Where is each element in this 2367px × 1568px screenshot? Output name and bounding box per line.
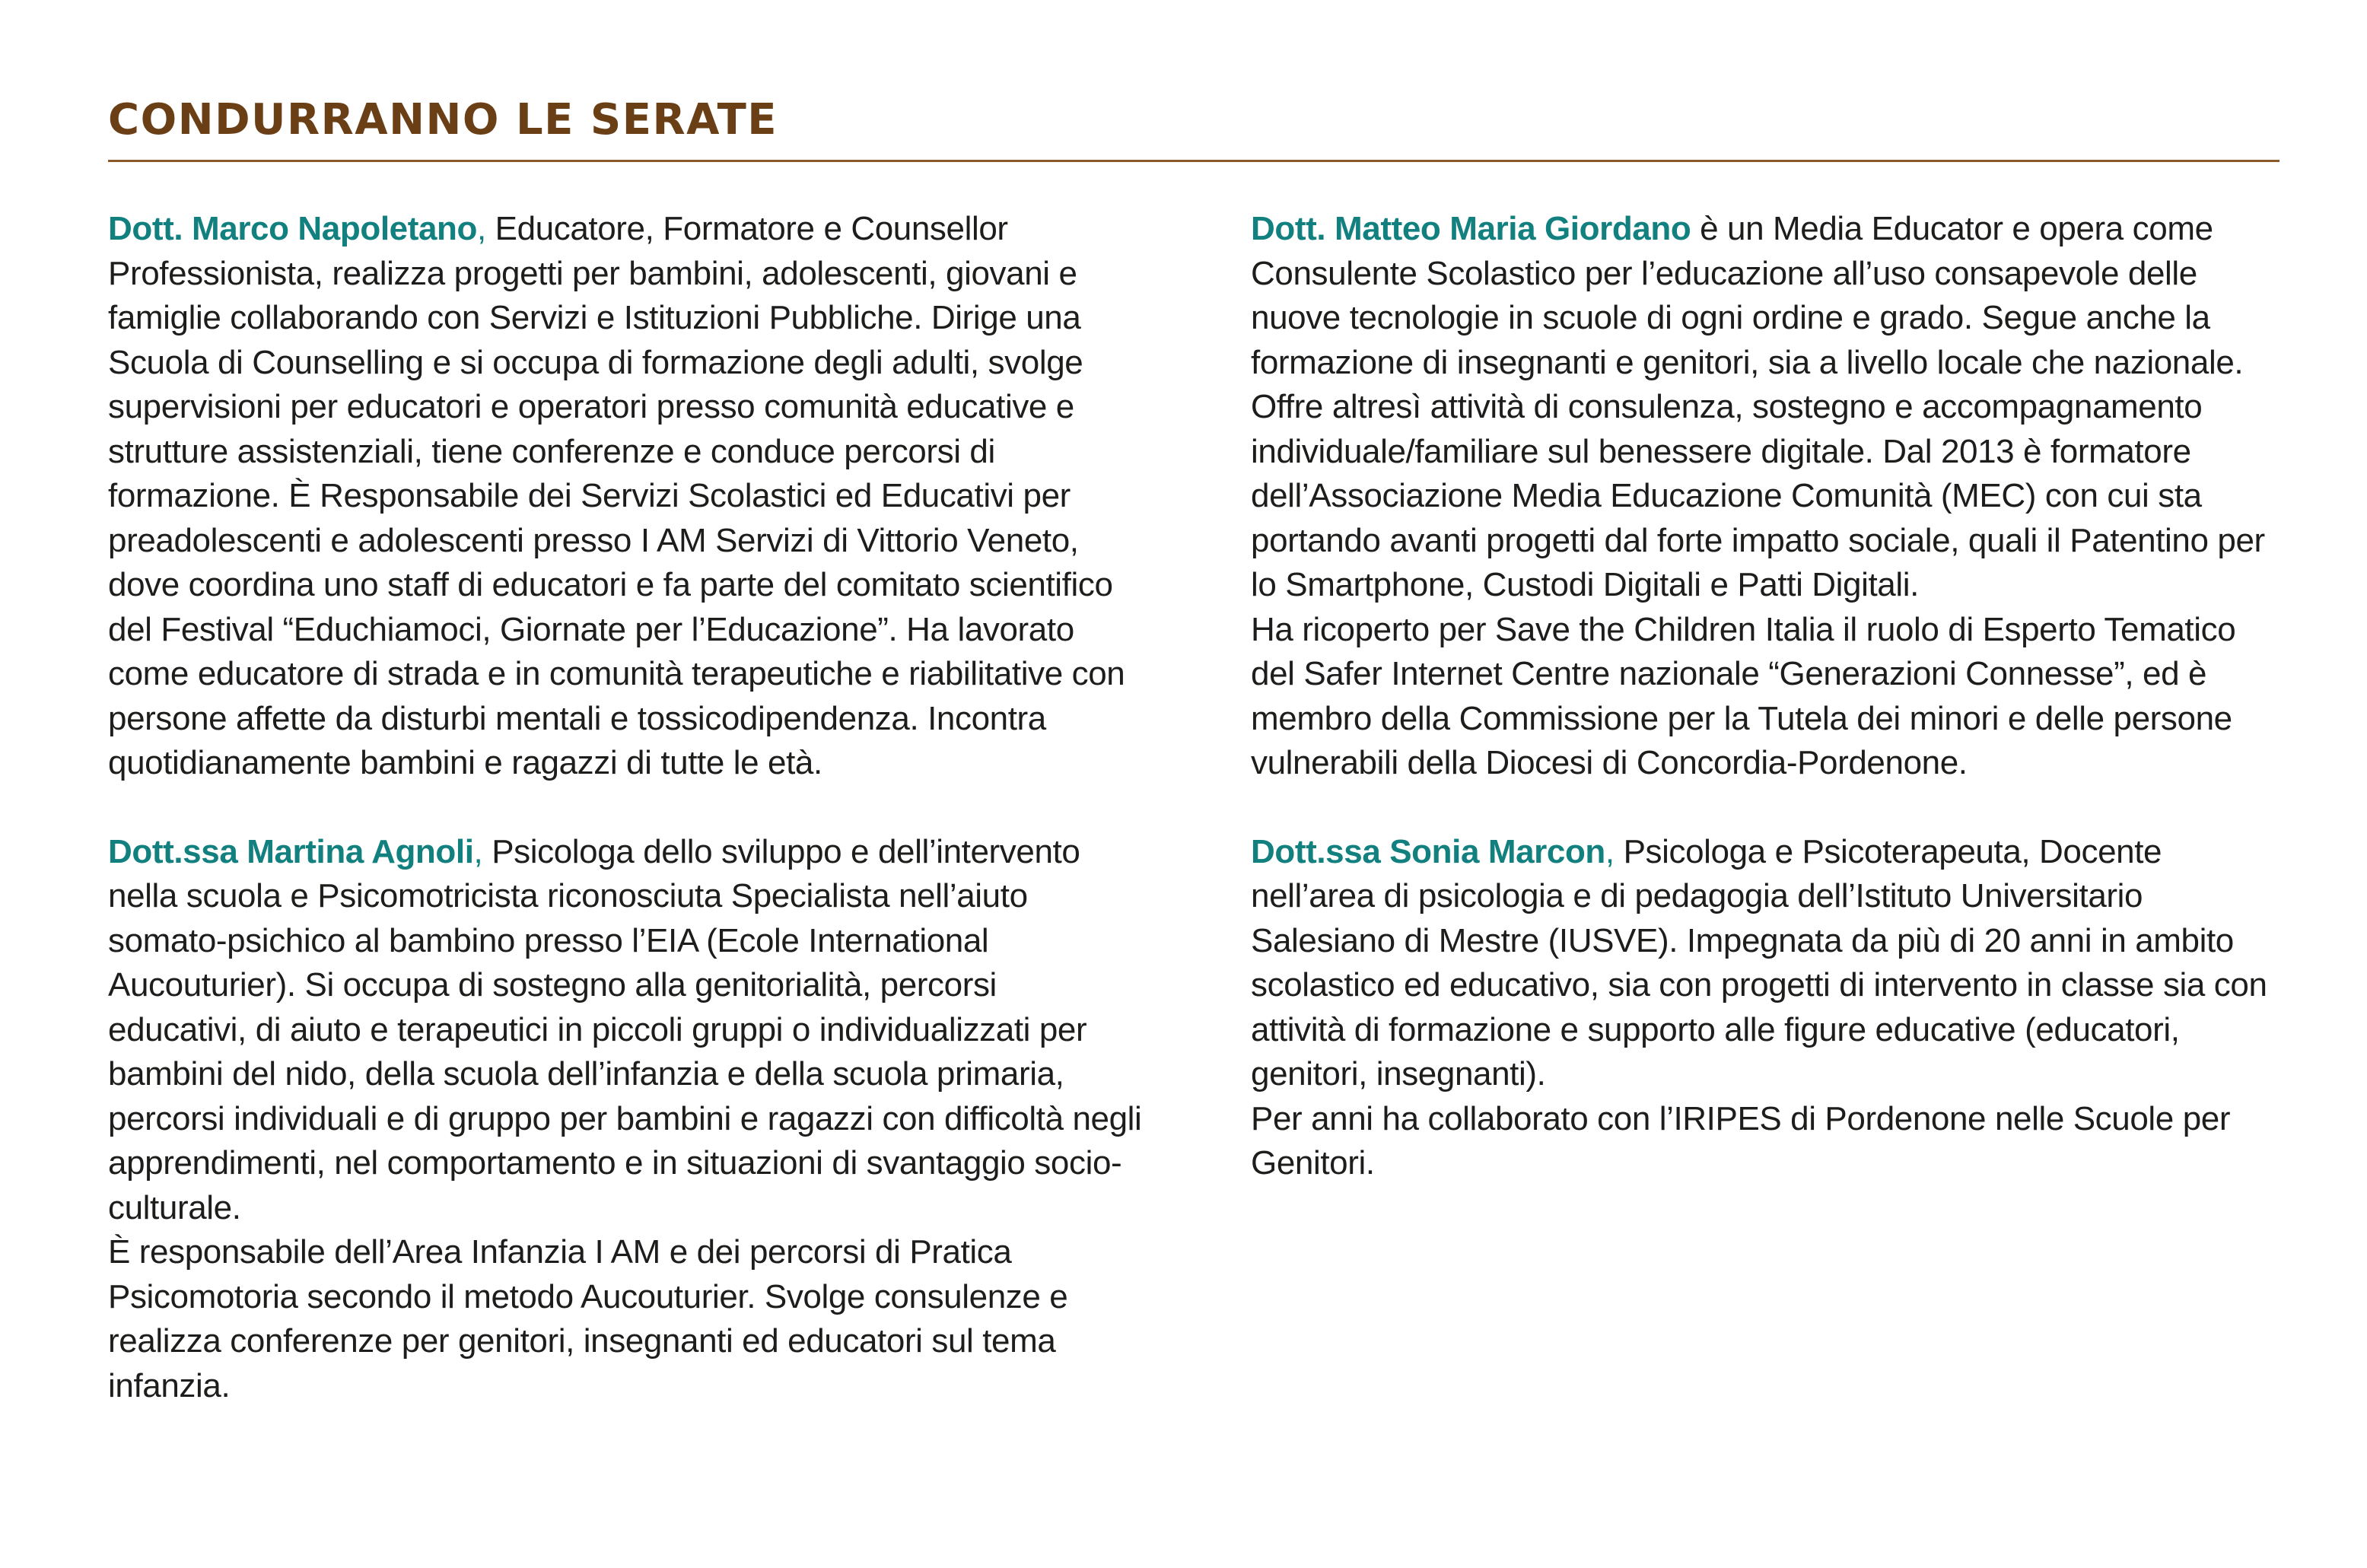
bio-text: Educatore, Formatore e Counsellor Professionista, realizza progetti per bambini, adolescenti, giovani e famiglie collaborando con Servizi e Istituzioni Pubbliche. Dirige una Scuola di Counselling e si occupa di formazione degli adulti, svolge supervisioni per educatori e operatori presso comunità educative e strutture assistenziali, tiene conferenze e conduce percorsi di formazione. È Responsabile dei Servizi Scolastici ed Educativi per preadolescenti e adolescenti presso I AM Servizi di Vittorio Veneto, dove coordina uno staff di educatori e fa parte del comitato scientifico del Festival “Educhiamoci, Giornate per l’Educazione”. Ha lavorato come educatore di strada e in comunità terapeutiche e riabilitative con persone affette da disturbi mentali e tossicodipendenza. Incontra quotidianamente bambini e ragazzi di tutte le età.: [108, 210, 1125, 781]
bio-name: Dott.ssa Martina Agnoli: [108, 832, 474, 870]
bio-marco-napoletano: [108, 207, 1143, 786]
bio-sonia-marcon: [1251, 830, 2286, 1186]
right-column: [1251, 207, 2286, 1230]
bio-martina-agnoli: [108, 830, 1143, 1409]
bio-paragraph: [108, 830, 1143, 1231]
bio-text: Psicologa dello sviluppo e dell’intervento nella scuola e Psicomotricista riconosciuta Specialista nell’aiuto somato-psichico al bambino presso l’EIA (Ecole International Aucouturier). Si occupa di sostegno alla genitorialità, percorsi educativi, di aiuto e terapeutici in piccoli gruppi o individualizzati per bambini del nido, della scuola dell’infanzia e della scuola primaria, percorsi individuali e di gruppo per bambini e ragazzi con difficoltà negli apprendimenti, nel comportamento e in situazioni di svantaggio socio-culturale.: [108, 832, 1142, 1226]
bio-paragraph: [1251, 830, 2286, 1097]
bio-paragraph-continued: Per anni ha collaborato con l’IRIPES di Pordenone nelle Scuole per Genitori.: [1251, 1099, 2231, 1182]
bio-name: Dott.ssa Sonia Marcon: [1251, 832, 1605, 870]
bio-paragraph: [1251, 207, 2286, 608]
bio-name-separator: ,: [477, 210, 486, 247]
bio-text: Psicologa e Psicoterapeuta, Docente nell’area di psicologia e di pedagogia dell’Istituto Universitario Salesiano di Mestre (IUSVE). Impegnata da più di 20 anni in ambito scolastico ed educativo, sia con progetti di intervento in classe sia con attività di formazione e supporto alle figure educative (educatori, genitori, insegnanti).: [1251, 832, 2267, 1093]
bio-paragraph: [108, 207, 1143, 786]
page-title: CONDURRANNO LE SERATE: [108, 95, 778, 145]
bio-name: Dott. Marco Napoletano: [108, 210, 477, 247]
bio-paragraph-continued: È responsabile dell’Area Infanzia I AM e dei percorsi di Pratica Psicomotoria secondo il metodo Aucouturier. Svolge consulenze e realizza conferenze per genitori, insegnanti ed educatori sul tema infanzia.: [108, 1233, 1068, 1404]
left-column: [108, 207, 1143, 1452]
bio-text: è un Media Educator e opera come Consulente Scolastico per l’educazione all’uso consapevole delle nuove tecnologie in scuole di ogni ordine e grado. Segue anche la formazione di insegnanti e genitori, sia a livello locale che nazionale. Offre altresì attività di consulenza, sostegno e accompagnamento individuale/familiare sul benessere digitale. Dal 2013 è formatore dell’Associazione Media Educazione Comunità (MEC) con cui sta portando avanti progetti dal forte impatto sociale, quali il Patentino per lo Smartphone, Custodi Digitali e Patti Digitali.: [1251, 210, 2265, 603]
title-divider: [108, 160, 2280, 162]
bio-name: Dott. Matteo Maria Giordano: [1251, 210, 1691, 247]
bio-paragraph-continued: Ha ricoperto per Save the Children Italia il ruolo di Esperto Tematico del Safer Internet Centre nazionale “Generazioni Connesse”, ed è membro della Commissione per la Tutela dei minori e delle persone vulnerabili della Diocesi di Concordia-Pordenone.: [1251, 610, 2236, 781]
bio-matteo-maria-giordano: [1251, 207, 2286, 786]
bio-name-separator: ,: [473, 832, 483, 870]
bio-name-separator: ,: [1605, 832, 1615, 870]
